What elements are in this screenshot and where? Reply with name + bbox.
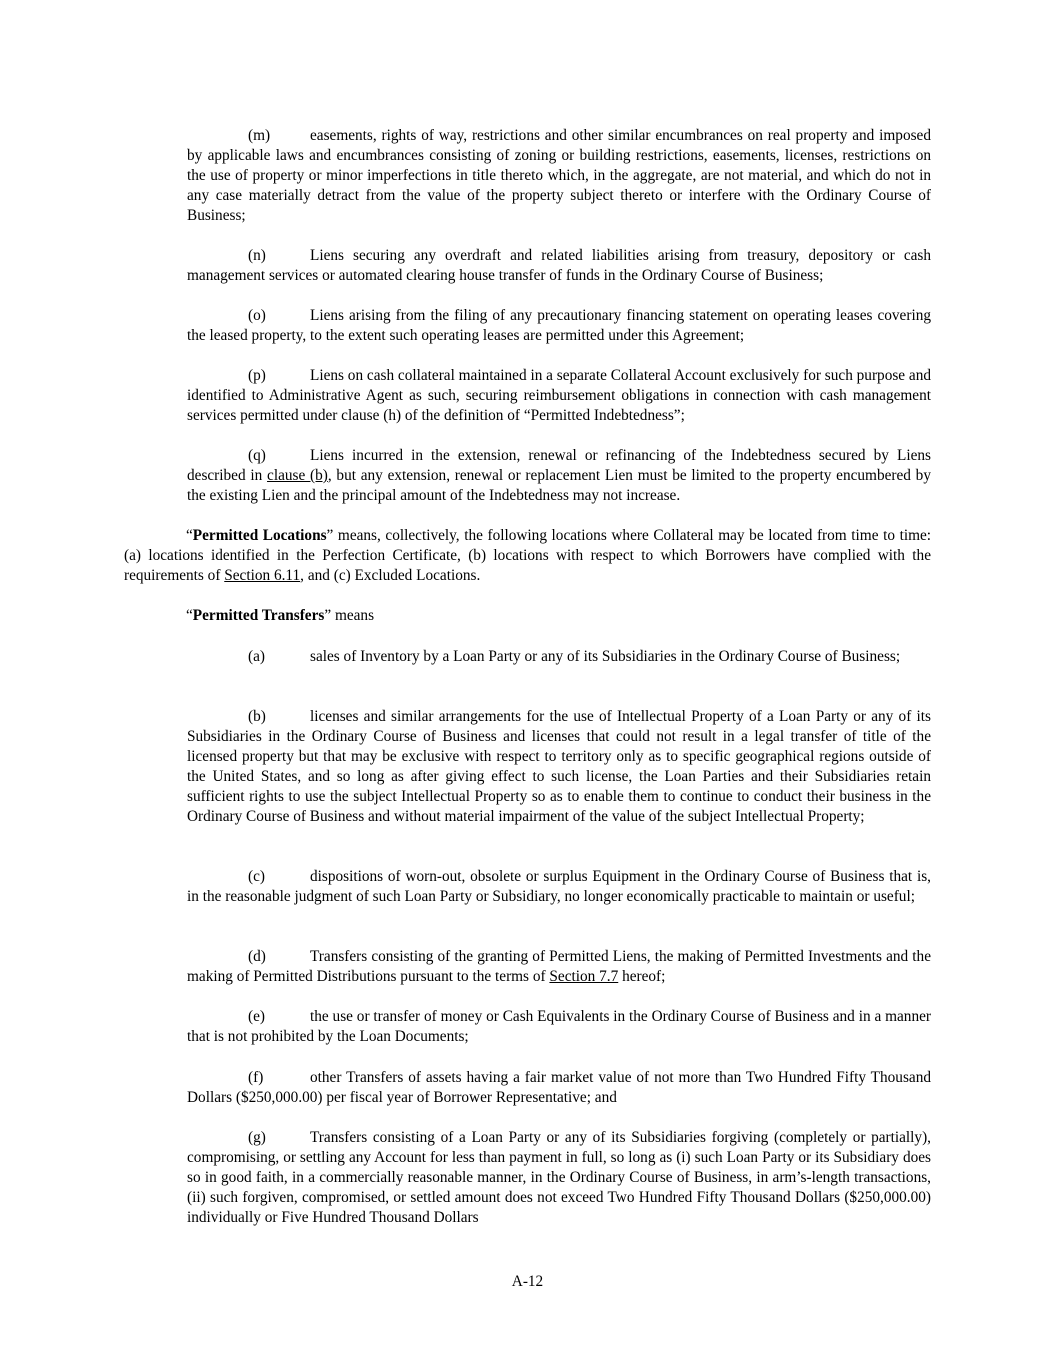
definition-text: ” means [324, 607, 375, 624]
defined-term: Permitted Transfers [192, 607, 325, 624]
clause-text: sales of Inventory by a Loan Party or any of its Subsidiaries in the Ordinary Course of Business; [310, 648, 901, 665]
clause-p [187, 366, 931, 426]
clause-text: licenses and similar arrangements for the use of Intellectual Property of a Loan Party or any of its Subsidiaries in the Ordinary Course of Business and licenses that could not result in a legal transfer of title of the licensed property but that may be exclusive with respect to territory only as to specific geographical regions outside of the United States, and so long as after giving effect to such license, the Loan Parties and their Subsidiaries retain sufficient rights to use the subject Intellectual Property so as to enable them to continue to conduct their business in the Ordinary Course of Business and without material impairment of the value of the subject Intellectual Property; [187, 708, 931, 825]
clause-label: (o) [248, 307, 266, 324]
clause-label: (d) [248, 948, 266, 965]
clause-text: other Transfers of assets having a fair market value of not more than Two Hundred Fifty Thousand Dollars ($250,000.00) per fiscal year of Borrower Representative; and [187, 1069, 931, 1106]
clause-label: (p) [248, 367, 266, 384]
clause-text: Transfers consisting of a Loan Party or any of its Subsidiaries forgiving (completely or partially), compromising, or settling any Account for less than payment in full, so long as (i) such Loan Party or its Subsidiary does so in good faith, in a commercially reasonable manner, in the Ordinary Course of Business, in arm’s-length transactions, (ii) such forgiven, compromised, or settled amount does not exceed Two Hundred Fifty Thousand Dollars ($250,000.00) individually or Five Hundred Thousand Dollars [187, 1129, 931, 1226]
clause-f [187, 1068, 931, 1108]
clause-g [187, 1128, 931, 1228]
clause-d [187, 947, 931, 987]
clause-label: (m) [248, 127, 271, 144]
clause-label: (a) [248, 648, 265, 665]
defined-term: Permitted Locations [192, 527, 327, 544]
clause-label: (c) [248, 868, 265, 885]
clause-text: the use or transfer of money or Cash Equivalents in the Ordinary Course of Business and in a manner that is not prohibited by the Loan Documents; [187, 1008, 931, 1045]
clause-b [187, 707, 931, 827]
clause-text: dispositions of worn-out, obsolete or surplus Equipment in the Ordinary Course of Business that is, in the reasonable judgment of such Loan Party or Subsidiary, no longer economically practicable to maintain or useful; [187, 868, 931, 905]
definition-text: , and (c) Excluded Locations. [300, 567, 481, 584]
clause-m [187, 126, 931, 226]
page-number: A-12 [511, 1273, 544, 1290]
clause-label: (f) [248, 1069, 264, 1086]
clause-text: easements, rights of way, restrictions and other similar encumbrances on real property and imposed by applicable laws and encumbrances consisting of zoning or building restrictions, easements, licenses, restrictions on the use of property or minor imperfections in title thereto which, in the aggregate, are not material, and which do not in any case materially detract from the value of the property subject thereto or interfere with the Ordinary Course of Business; [187, 127, 931, 224]
section-reference-link: Section 6.11 [224, 567, 301, 584]
clause-text: Liens securing any overdraft and related liabilities arising from treasury, depository or cash management services or automated clearing house transfer of funds in the Ordinary Course of Business; [187, 247, 931, 284]
clause-text: , but any extension, renewal or replacement Lien must be limited to the property encumbered by the existing Lien and the principal amount of the Indebtedness may not increase. [187, 467, 931, 504]
clause-text: Liens on cash collateral maintained in a separate Collateral Account exclusively for such purpose and identified to Administrative Agent as such, securing reimbursement obligations in connection with cash management services permitted under clause (h) of the definition of “Permitted Indebtedness”; [187, 367, 932, 424]
clause-q [187, 446, 931, 506]
clause-label: (g) [248, 1129, 266, 1146]
clause-text: Liens incurred in the extension, renewal or refinancing of the Indebtedness secured by Liens described in [187, 447, 931, 484]
clause-text: Liens arising from the filing of any precautionary financing statement on operating leases covering the leased property, to the extent such operating leases are permitted under this Agreement; [187, 307, 931, 344]
clause-label: (b) [248, 708, 266, 725]
clause-label: (n) [248, 247, 266, 264]
clause-a [187, 647, 931, 667]
clause-label: (e) [248, 1008, 265, 1025]
clause-c [187, 867, 931, 907]
clause-o [187, 306, 931, 346]
definition-permitted-transfers [124, 606, 931, 626]
clause-e [187, 1007, 931, 1047]
definition-text: ” means, collectively, the following locations where Collateral may be located from time to time: (a) locations identified in the Perfection Certificate, (b) locations with respect to which Borrowers have complied with the requirements of [124, 527, 932, 584]
clause-n [187, 246, 931, 286]
open-quote: “ [186, 527, 193, 544]
clause-text: Transfers consisting of the granting of Permitted Liens, the making of Permitted Investments and the making of Permitted Distributions pursuant to the terms of [187, 948, 931, 985]
clause-reference-link: clause (b) [267, 467, 328, 484]
definition-permitted-locations [124, 526, 931, 586]
open-quote: “ [186, 607, 193, 624]
section-reference-link: Section 7.7 [549, 968, 619, 985]
clause-label: (q) [248, 447, 266, 464]
clause-text: hereof; [618, 968, 666, 985]
